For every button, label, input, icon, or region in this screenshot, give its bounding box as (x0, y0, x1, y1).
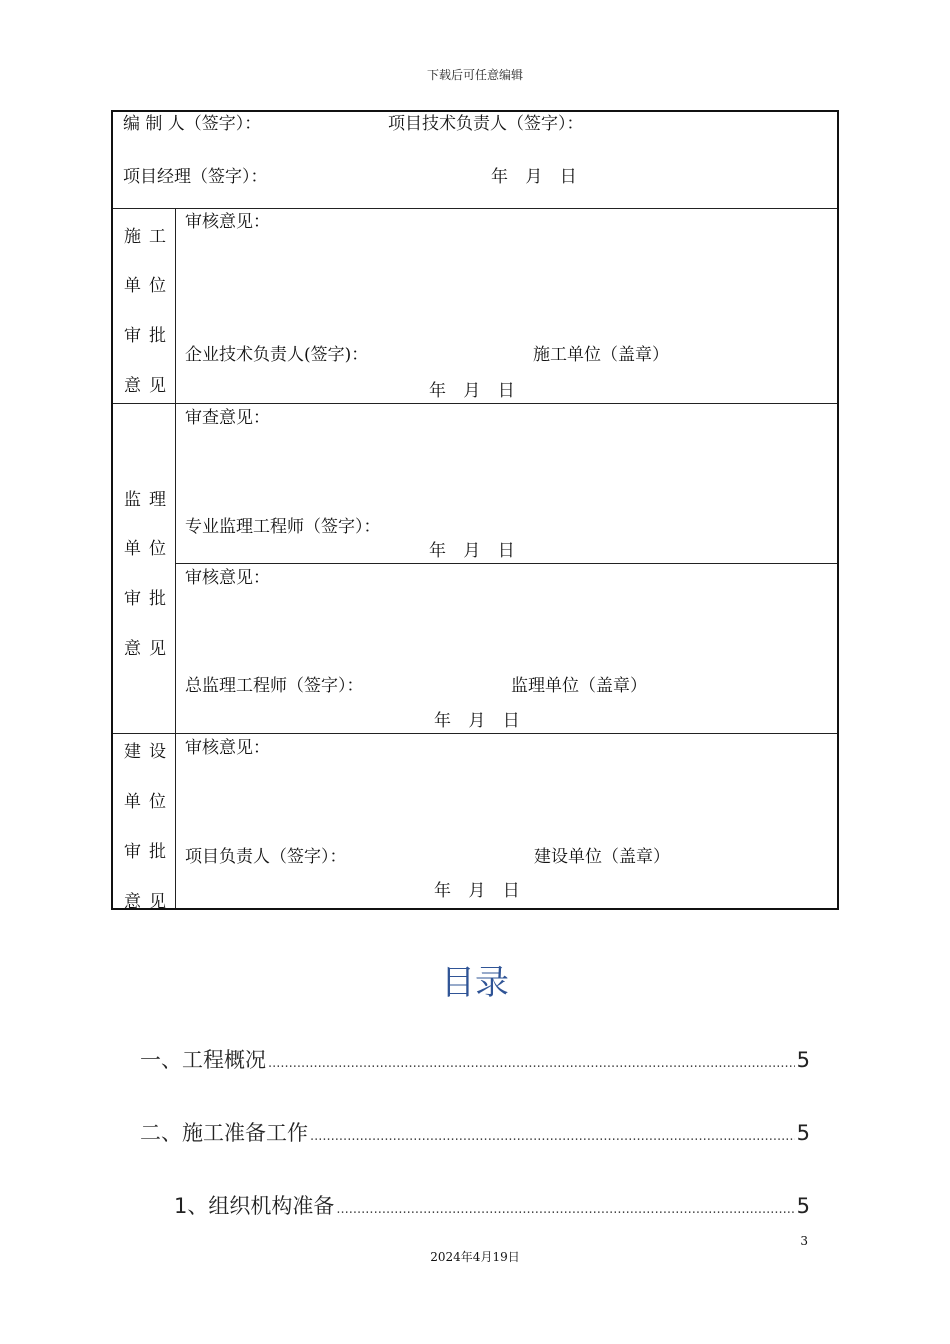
construction-seal-label: 施工单位（盖章） (533, 345, 669, 365)
row-divider (113, 208, 837, 209)
toc-entry-label: 二、施工准备工作 (140, 1121, 308, 1145)
supervision-check-label: 审查意见： (185, 408, 270, 428)
tech-lead-signature-label: 项目技术负责人（签字）： (388, 114, 584, 134)
toc-entry[interactable] (174, 1190, 810, 1220)
supervision-date-field-2: 年 月 日 (434, 711, 526, 731)
toc-entry-page: 5 (796, 1194, 810, 1218)
construction-signer-label: 企业技术负责人(签字)： (185, 345, 369, 365)
owner-seal-label: 建设单位（盖章） (534, 847, 670, 867)
row-divider (175, 563, 837, 564)
row-divider (113, 733, 837, 734)
toc-entry-label: 一、工程概况 (140, 1048, 266, 1072)
footer-date: 2024年4月19日 (430, 1250, 520, 1264)
supervision-seal-label: 监理单位（盖章） (511, 676, 647, 696)
supervision-side-label-4: 意见 (124, 639, 174, 659)
owner-side-label-1: 建设 (124, 742, 174, 762)
supervision-review-label: 审核意见： (185, 568, 270, 588)
toc-entry-page: 5 (796, 1121, 810, 1145)
approval-form-table (111, 110, 839, 910)
row-divider (113, 403, 837, 404)
toc-entry-page: 5 (796, 1048, 810, 1072)
construction-side-label-3: 审批 (124, 326, 174, 346)
owner-date-field: 年 月 日 (434, 881, 526, 901)
chief-engineer-signature-label: 总监理工程师（签字）： (185, 676, 364, 696)
construction-side-label-2: 单位 (124, 276, 174, 296)
owner-side-label-2: 单位 (124, 792, 174, 812)
supervision-side-label-2: 单位 (124, 539, 174, 559)
compiler-signature-label: 编 制 人（签字）： (123, 114, 262, 134)
construction-side-label-1: 施工 (124, 227, 174, 247)
owner-side-label-4: 意见 (124, 892, 174, 912)
toc-entry-label: 1、组织机构准备 (174, 1194, 335, 1218)
construction-review-label: 审核意见： (185, 212, 270, 232)
supervision-side-label-3: 审批 (124, 589, 174, 609)
page-header: 下载后可任意编辑 (426, 68, 523, 82)
toc-entry[interactable] (140, 1117, 810, 1147)
owner-signer-label: 项目负责人（签字）： (185, 847, 347, 867)
toc-entry[interactable] (140, 1044, 810, 1074)
supervision-side-label-1: 监理 (124, 490, 174, 510)
column-divider (175, 208, 176, 908)
manager-signature-label: 项目经理（签字）： (123, 167, 268, 187)
supervision-engineer-signature-label: 专业监理工程师（签字）： (185, 517, 381, 537)
supervision-date-field-1: 年 月 日 (429, 541, 521, 561)
toc-leader-dots (310, 1129, 795, 1144)
toc-title: 目录 (441, 963, 509, 1003)
date-field: 年 月 日 (491, 167, 583, 187)
toc-leader-dots (268, 1056, 795, 1071)
owner-side-label-3: 审批 (124, 842, 174, 862)
page-number: 3 (800, 1234, 808, 1248)
toc-leader-dots (336, 1202, 794, 1217)
construction-date-field: 年 月 日 (429, 381, 521, 401)
owner-review-label: 审核意见： (185, 738, 270, 758)
construction-side-label-4: 意见 (124, 376, 174, 396)
